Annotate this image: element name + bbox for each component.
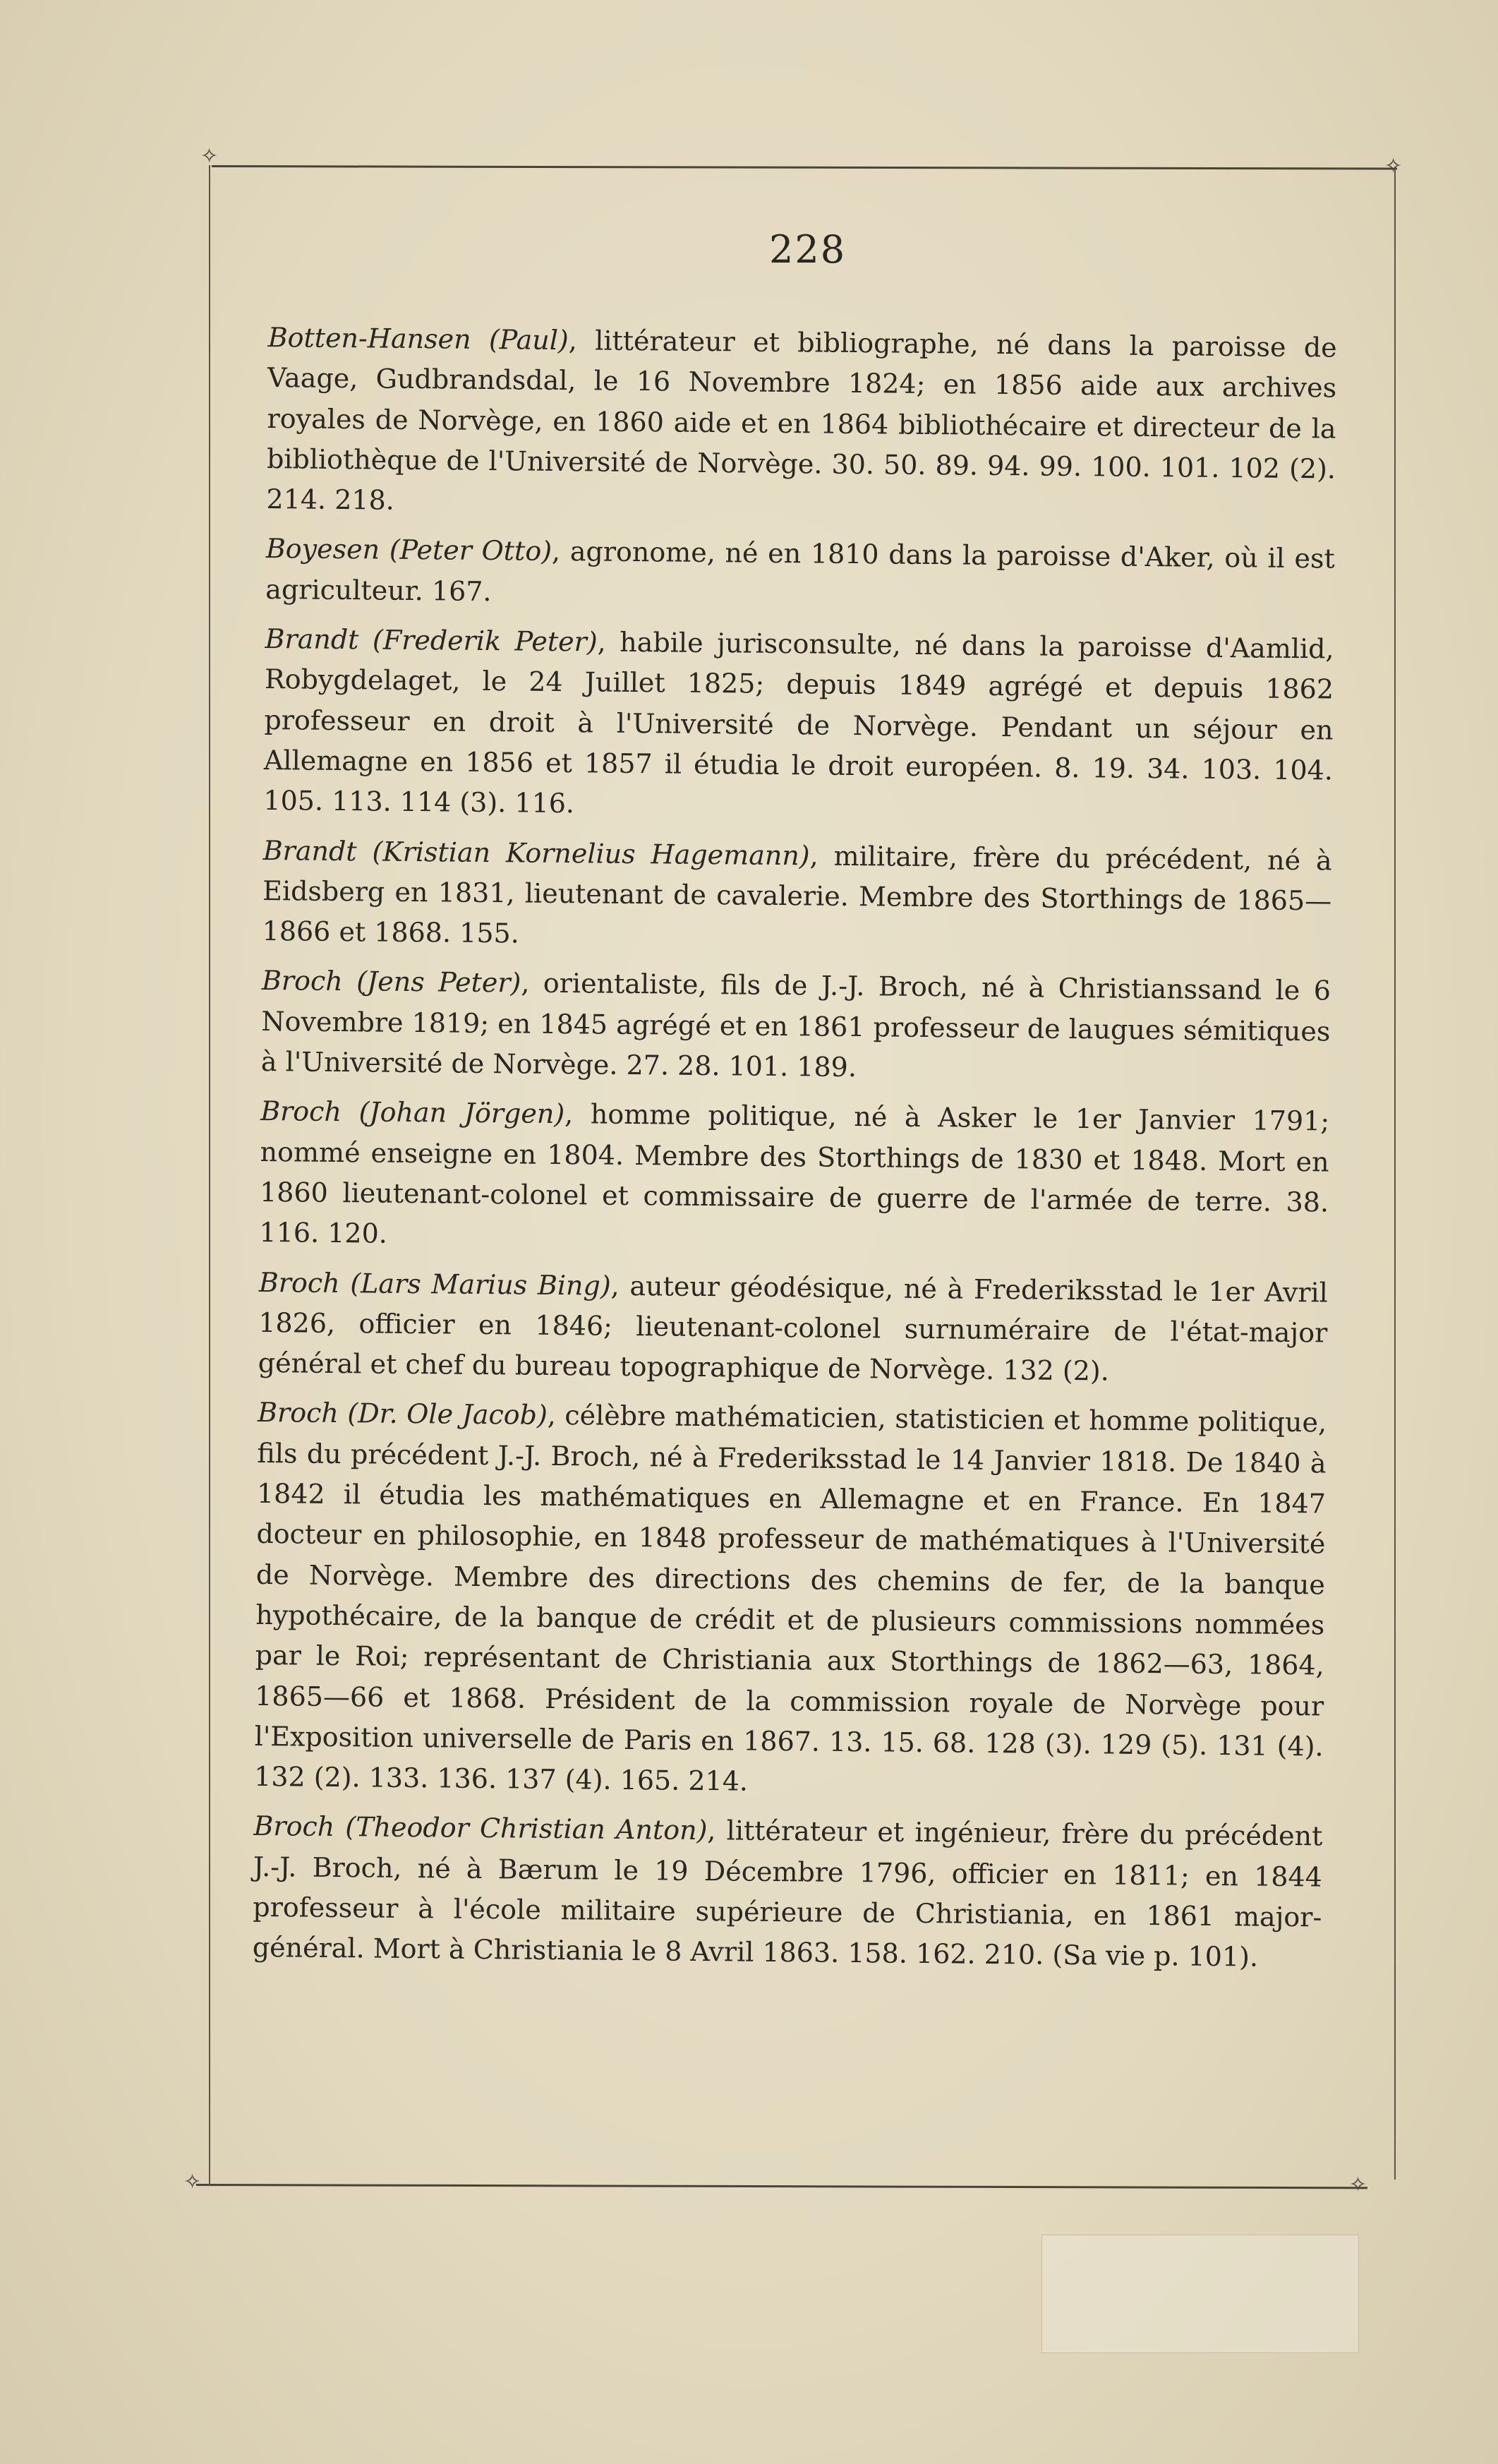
entry-text: , homme politique, né à Asker le 1er Janvier 1791; nommé enseigne en 1804. Membre des Storthings de 1830 et 1848. Mort en 1860 lieutenant-colonel et commissaire de guerre de l'armée de terre.: [259, 1098, 1330, 1218]
entry-given-name: (Jens Peter): [356, 966, 521, 999]
entry-given-name: (Theodor Christian Anton): [345, 1811, 708, 1846]
entry-broch-jens-peter: [261, 961, 1331, 1092]
entry-text: , auteur géodésique, né à Frederiksstad le 1er Avril 1826, officier en 1846; lieutenant-colonel surnuméraire de l'état-major général et chef du bureau topographique de Norvège.: [258, 1270, 1329, 1386]
entry-page-refs: 158. 162. 210. (Sa vie p. 101).: [847, 1937, 1259, 1973]
entry-list: [252, 318, 1337, 1988]
entry-brandt-kristian: [262, 831, 1332, 962]
entry-page-refs: 30. 50. 89. 94. 99. 100. 101. 102 (2). 214. 218.: [266, 448, 1336, 516]
page-number: 228: [769, 227, 847, 272]
entry-broch-lars-marius-bing: [258, 1262, 1329, 1393]
entry-given-name: (Paul): [488, 324, 569, 356]
entry-broch-ole-jacob: [254, 1393, 1327, 1807]
faded-stamp-box: [1041, 2235, 1359, 2353]
entry-page-refs: 167.: [431, 575, 492, 607]
entry-surname: Boyesen: [265, 533, 380, 566]
entry-surname: Broch: [260, 1095, 342, 1128]
entry-page-refs: 13. 15. 68. 128 (3). 129 (5). 131 (4). 132 (2). 133. 136. 137 (4). 165. 214.: [253, 1726, 1324, 1797]
entry-given-name: (Johan Jörgen): [358, 1096, 565, 1130]
entry-given-name: (Frederik Peter): [372, 624, 598, 658]
entry-brandt-frederik-peter: [263, 619, 1334, 831]
entry-text: , agronome, né en 1810 dans la paroisse d'Aker, où il est agriculteur.: [265, 536, 1336, 606]
entry-text: , orientaliste, fils de J.-J. Broch, né à Christianssand le 6 Novembre 1819; en 1845 agrégé et en 1861 professeur de laugues sémitiques à l'Université de Norvège.: [260, 967, 1331, 1081]
entry-given-name: (Kristian Kornelius Hagemann): [372, 836, 810, 871]
entry-text: , littérateur et bibliographe, né dans la paroisse de Vaage, Gudbrandsdal, le 16 Novembre 1824; en 1856 aide aux archives royales de Norvège, en 1860 aide et en 1864 bibliothécaire et directeur de la bibliothèque de l'Université de Norvège.: [266, 325, 1337, 480]
entry-surname: Brandt: [265, 623, 359, 656]
entry-given-name: (Lars Marius Bing): [350, 1267, 611, 1302]
frame-rule-left: [209, 165, 210, 2185]
entry-text: , littérateur et ingénieur, frère du précédent J.-J. Broch, né à Bærum le 19 Décembre 1796, officier en 1811; en 1844 professeur à l'école militaire supérieure de Christiania, en 1861 major-général. Mort à Christiania le 8 Avril 1863.: [252, 1815, 1323, 1969]
entry-broch-johan-jorgen: [259, 1091, 1329, 1263]
entry-page-refs: 155.: [459, 917, 519, 949]
entry-page-refs: 38. 116. 120.: [259, 1186, 1329, 1249]
corner-mark-icon: ✧: [1384, 154, 1403, 179]
entry-text: , militaire, frère du précédent, né à Eidsberg en 1831, lieutenant de cavalerie. Membre des Storthings de 1865—1866 et 1868.: [262, 839, 1332, 949]
entry-boyesen-peter-otto: [265, 529, 1335, 620]
entry-botten-hansen-paul: [266, 318, 1337, 530]
corner-mark-icon: ✧: [183, 2170, 202, 2194]
entry-surname: Broch: [261, 965, 343, 997]
entry-surname: Botten-Hansen: [267, 321, 471, 355]
entry-given-name: (Peter Otto): [389, 534, 552, 567]
entry-text: , habile jurisconsulte, né dans la paroisse d'Aamlid, Robygdelaget, le 24 Juillet 1825; depuis 1849 agrégé et depuis 1862 professeur en droit à l'Université de Norvège. Pendant un séjour en Allemagne en 1856 et 1857 il étudia le droit européen.: [263, 626, 1334, 783]
entry-surname: Brandt: [262, 834, 357, 867]
entry-surname: Broch: [257, 1397, 339, 1429]
entry-text: , célèbre mathématicien, statisticien et homme politique, fils du précédent J.-J. Broch, né à Frederiksstad le 14 Janvier 1818. De 1840 à 1842 il étudia les mathématiques en Allemagne et en France. En 1847 docteur en philosophie, en 1848 professeur de mathématiques à l'Université de Norvège. Membre des directions des chemins de fer, de la banque hypothécaire, de la banque de crédit et de plusieurs commissions nommées par le Roi; représentant de Christiania aux Storthings de 1862—63, 1864, 1865—66 et 1868. Président de la commission royale de Norvège pour l'Exposition universelle de Paris en 1867.: [254, 1400, 1327, 1757]
entry-page-refs: 8. 19. 34. 103. 104. 105. 113. 114 (3). 116.: [263, 752, 1334, 819]
entry-surname: Broch: [258, 1266, 340, 1299]
entry-page-refs: 132 (2).: [1003, 1354, 1110, 1387]
corner-mark-icon: ✧: [1349, 2172, 1367, 2197]
entry-surname: Broch: [253, 1810, 335, 1843]
frame-rule-right: [1394, 168, 1396, 2180]
corner-mark-icon: ✧: [200, 144, 219, 169]
entry-given-name: (Dr. Ole Jacob): [347, 1398, 548, 1431]
entry-page-refs: 27. 28. 101. 189.: [626, 1049, 857, 1083]
entry-broch-theodor: [253, 1806, 1323, 1978]
